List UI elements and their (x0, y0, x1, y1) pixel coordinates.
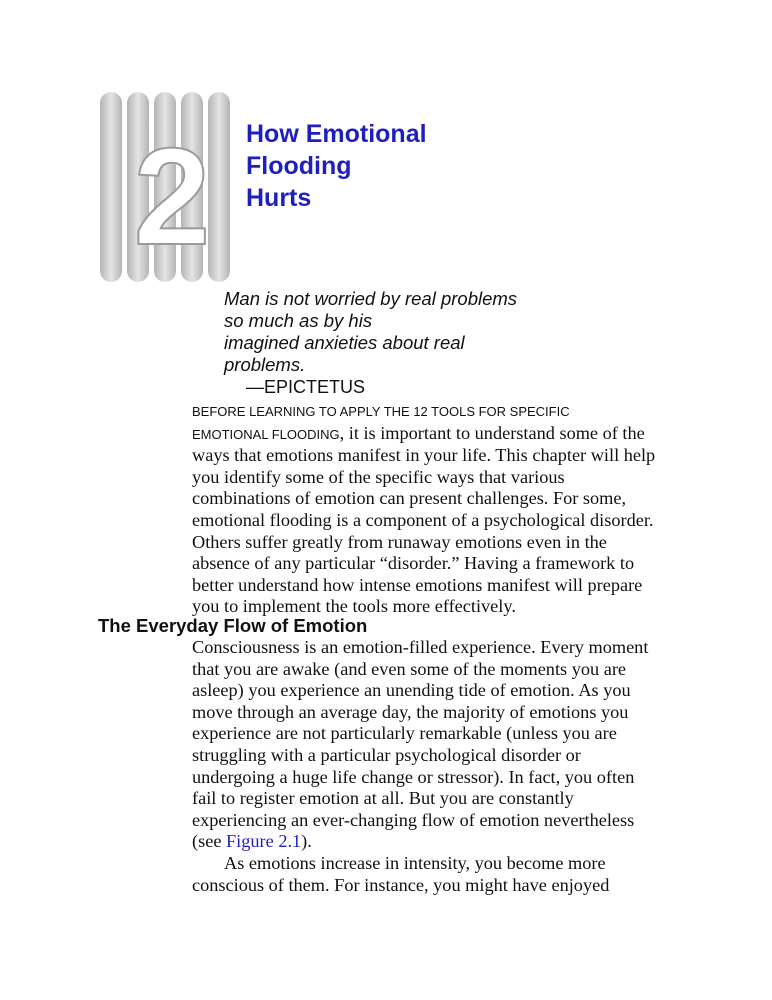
paragraph-line: undergoing a huge life change or stressor). In fact, you often (192, 766, 635, 787)
intro-paragraph (192, 400, 692, 618)
paragraph-line: struggling with a particular psychological disorder or (192, 744, 581, 765)
paragraph-line: ways that emotions manifest in your life. This chapter will help (192, 445, 656, 466)
paragraph-line: experience are not particularly remarkable (unless you are (192, 723, 617, 744)
chapter-number-graphic (98, 92, 238, 282)
paragraph-line: combinations of emotion can present challenges. For some, (192, 488, 627, 509)
chapter-title-line: Flooding (246, 152, 352, 180)
epigraph-line: problems. (224, 354, 306, 375)
epigraph-line: so much as by his (224, 310, 373, 331)
paragraph-text: (see (192, 831, 227, 852)
paragraph-line: better understand how intense emotions manifest will prepare (192, 574, 643, 595)
chapter-number: 2 (133, 120, 211, 274)
paragraph-line: you to implement the tools more effectively. (192, 596, 516, 617)
epigraph-line: Man is not worried by real problems (224, 288, 518, 309)
paragraph-line: absence of any particular “disorder.” Having a framework to (192, 553, 635, 574)
chapter-title-line: Hurts (246, 184, 312, 212)
paragraph-line: fail to register emotion at all. But you are constantly (192, 788, 574, 809)
paragraph-line: emotional flooding is a component of a psychological disorder. (192, 509, 654, 530)
chapter-title-line: How Emotional (246, 120, 427, 148)
paragraph-line: you identify some of the specific ways that various (192, 466, 565, 487)
section-body (192, 637, 692, 896)
section-heading: The Everyday Flow of Emotion (98, 615, 368, 636)
figure-link[interactable]: Figure 2.1 (226, 831, 302, 852)
paragraph-line: that you are awake (and even some of the moments you are (192, 658, 627, 679)
epigraph-quote (224, 288, 517, 376)
paragraph-line: Consciousness is an emotion-filled experience. Every moment (192, 637, 649, 657)
intro-lead-rest: , it is important to understand some of the (339, 422, 645, 443)
paragraph-line: conscious of them. For instance, you might have enjoyed (192, 874, 610, 895)
paragraph-line: move through an average day, the majority of emotions you (192, 701, 629, 722)
paragraph-line: Others suffer greatly from runaway emotions even in the (192, 531, 607, 552)
paragraph-text: ). (301, 831, 312, 852)
epigraph-attribution: —EPICTETUS (246, 377, 366, 397)
paragraph-line: experiencing an ever-changing flow of emotion nevertheless (192, 809, 635, 830)
intro-lead-smallcaps: EMOTIONAL FLOODING (192, 426, 340, 442)
intro-lead-line: BEFORE LEARNING TO APPLY THE 12 TOOLS FOR SPECIFIC (192, 404, 570, 419)
chapter-title (246, 118, 427, 214)
epigraph-line: imagined anxieties about real (224, 332, 465, 353)
paragraph-line: asleep) you experience an unending tide of emotion. As you (192, 680, 631, 701)
paragraph-line: As emotions increase in intensity, you become more (224, 852, 606, 873)
